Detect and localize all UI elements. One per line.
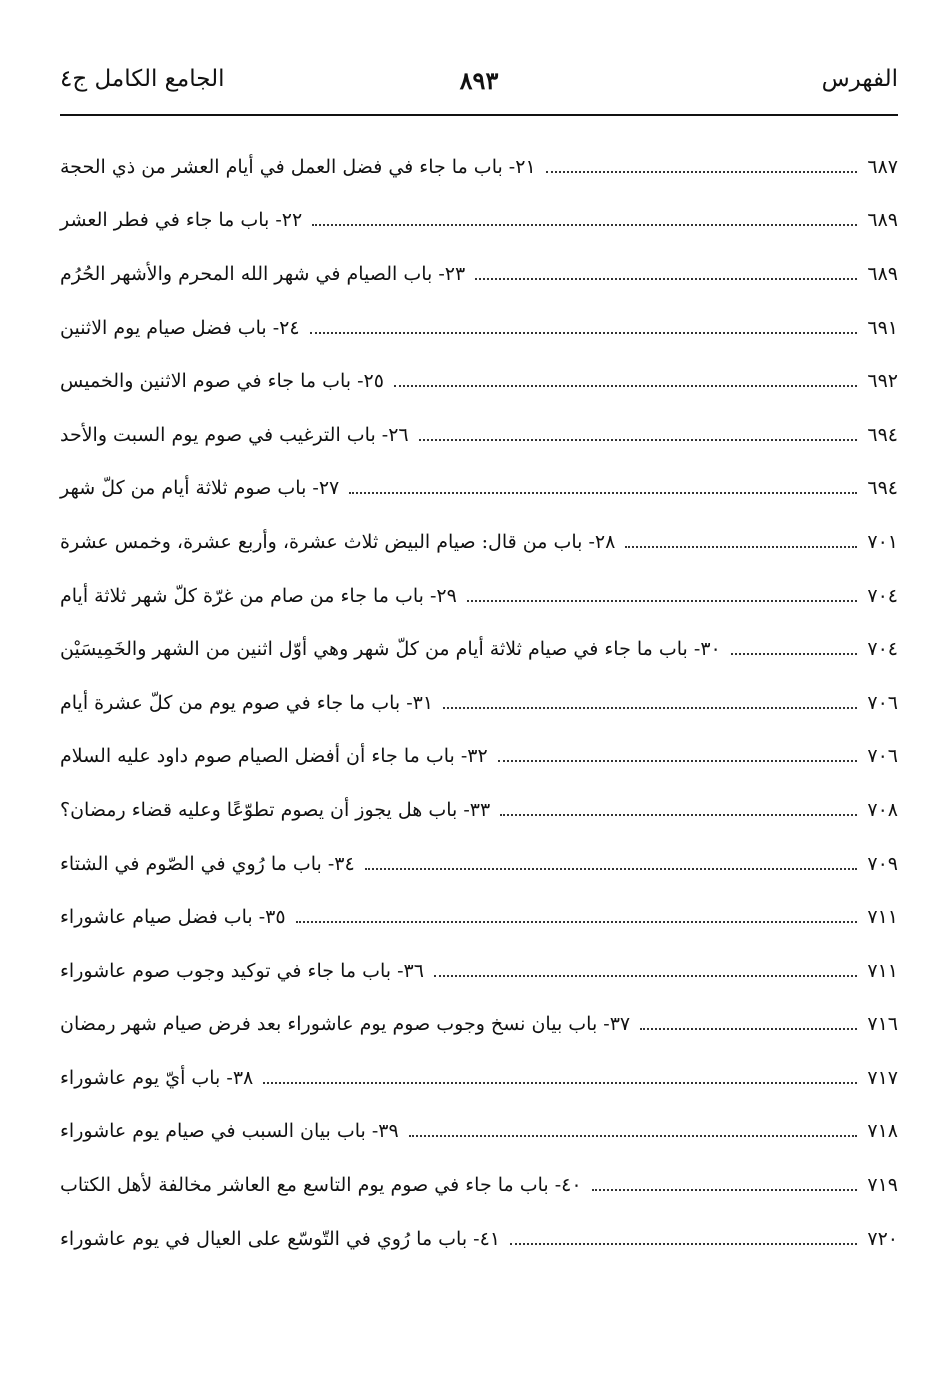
dot-leader — [546, 171, 858, 173]
toc-entry — [60, 1158, 898, 1212]
toc-entry — [60, 1212, 898, 1266]
toc-entry — [60, 1051, 898, 1105]
toc-entry-page: ٦٨٧ — [867, 155, 898, 178]
toc-entry-page: ٧٠٨ — [867, 798, 898, 821]
toc-entry-title: ٣٢- باب ما جاء أن أفضل الصيام صوم داود عليه السلام — [60, 745, 488, 768]
toc-entry — [60, 944, 898, 998]
dot-leader — [434, 975, 857, 977]
toc-entry-page: ٧٠٤ — [867, 584, 898, 607]
page-header — [60, 66, 898, 110]
toc-entry-page: ٧١٦ — [867, 1013, 898, 1036]
toc-entry-page: ٦٩٤ — [867, 423, 898, 446]
toc-entry — [60, 247, 898, 301]
toc-entry-page: ٧١٨ — [867, 1120, 898, 1143]
dot-leader — [312, 224, 857, 226]
toc-entry-page: ٧٠٦ — [867, 691, 898, 714]
dot-leader — [640, 1028, 857, 1030]
dot-leader — [467, 600, 858, 602]
toc-entry-title: ٣٧- باب بيان نسخ وجوب صوم يوم عاشوراء بعد فرض صيام شهر رمضان — [60, 1013, 631, 1036]
toc-entry — [60, 783, 898, 837]
dot-leader — [731, 653, 858, 655]
toc-entry-page: ٦٩٤ — [867, 477, 898, 500]
page-number: ٨٩٣ — [459, 66, 499, 95]
toc-entry-title: ٢٣- باب الصيام في شهر الله المحرم والأشهر الحُرُم — [60, 262, 466, 285]
dot-leader — [310, 332, 858, 334]
toc-entry — [60, 676, 898, 730]
dot-leader — [409, 1135, 858, 1137]
dot-leader — [510, 1243, 857, 1245]
toc-entry-title: ٤٠- باب ما جاء في صوم يوم التاسع مع العاشر مخالفة لأهل الكتاب — [60, 1174, 582, 1197]
toc-entry — [60, 1105, 898, 1159]
toc-entry-title: ٢٩- باب ما جاء من صام من غرّة كلّ شهر ثلاثة أيام — [60, 584, 457, 607]
toc-entry-page: ٧٠٤ — [867, 638, 898, 661]
toc-entry — [60, 730, 898, 784]
table-of-contents — [60, 140, 898, 1265]
toc-entry-title: ٣٠- باب ما جاء في صيام ثلاثة أيام من كلّ شهر وهي أوّل اثنين من الشهر والخَمِيسَيْن — [60, 638, 721, 661]
dot-leader — [443, 707, 857, 709]
toc-entry-title: ٢٢- باب ما جاء في فطر العشر — [60, 209, 303, 232]
toc-entry-page: ٧٢٠ — [867, 1227, 898, 1250]
dot-leader — [625, 546, 857, 548]
toc-entry-title: ٣١- باب ما جاء في صوم يوم من كلّ عشرة أيام — [60, 691, 434, 714]
toc-entry-title: ٢٨- باب من قال: صيام البيض ثلاث عشرة، وأربع عشرة، وخمس عشرة — [60, 530, 616, 553]
book-title: الجامع الكامل ج٤ — [60, 66, 225, 92]
toc-entry — [60, 194, 898, 248]
toc-entry — [60, 569, 898, 623]
toc-entry-page: ٦٨٩ — [867, 209, 898, 232]
header-rule — [60, 114, 898, 116]
dot-leader — [263, 1082, 857, 1084]
toc-entry-page: ٧١٩ — [867, 1174, 898, 1197]
toc-entry-title: ٤١- باب ما رُوي في التّوسّع على العيال في يوم عاشوراء — [60, 1227, 501, 1250]
dot-leader — [365, 868, 858, 870]
toc-entry-title: ٢٤- باب فضل صيام يوم الاثنين — [60, 316, 300, 339]
toc-entry-title: ٣٦- باب ما جاء في توكيد وجوب صوم عاشوراء — [60, 959, 424, 982]
toc-entry-page: ٧١٧ — [867, 1066, 898, 1089]
toc-entry-title: ٢٥- باب ما جاء في صوم الاثنين والخميس — [60, 370, 384, 393]
toc-entry-title: ٢٧- باب صوم ثلاثة أيام من كلّ شهر — [60, 477, 340, 500]
toc-entry — [60, 998, 898, 1052]
toc-entry — [60, 837, 898, 891]
dot-leader — [296, 921, 858, 923]
toc-entry-title: ٣٣- باب هل يجوز أن يصوم تطوّعًا وعليه قضاء رمضان؟ — [60, 798, 491, 821]
toc-entry — [60, 408, 898, 462]
toc-entry-page: ٦٩١ — [867, 316, 898, 339]
toc-entry — [60, 622, 898, 676]
dot-leader — [592, 1189, 858, 1191]
toc-entry-page: ٦٩٢ — [867, 370, 898, 393]
toc-entry — [60, 354, 898, 408]
dot-leader — [349, 492, 857, 494]
toc-entry — [60, 890, 898, 944]
toc-entry — [60, 515, 898, 569]
toc-entry — [60, 462, 898, 516]
dot-leader — [500, 814, 857, 816]
toc-entry-title: ٢١- باب ما جاء في فضل العمل في أيام العشر من ذي الحجة — [60, 155, 536, 178]
section-title: الفهرس — [821, 66, 898, 92]
toc-entry-title: ٣٨- باب أيّ يوم عاشوراء — [60, 1066, 254, 1089]
toc-entry-page: ٧١١ — [867, 959, 898, 982]
toc-entry-page: ٧٠٦ — [867, 745, 898, 768]
toc-entry-page: ٧١١ — [867, 906, 898, 929]
dot-leader — [419, 439, 858, 441]
dot-leader — [394, 385, 857, 387]
toc-entry — [60, 140, 898, 194]
toc-entry-title: ٢٦- باب الترغيب في صوم يوم السبت والأحد — [60, 423, 409, 446]
toc-entry-page: ٧٠٩ — [867, 852, 898, 875]
toc-entry — [60, 301, 898, 355]
toc-entry-page: ٦٨٩ — [867, 262, 898, 285]
toc-entry-title: ٣٤- باب ما رُوي في الصّوم في الشتاء — [60, 852, 355, 875]
dot-leader — [498, 760, 858, 762]
toc-entry-page: ٧٠١ — [867, 530, 898, 553]
dot-leader — [475, 278, 857, 280]
toc-entry-title: ٣٥- باب فضل صيام عاشوراء — [60, 906, 286, 929]
toc-entry-title: ٣٩- باب بيان السبب في صيام يوم عاشوراء — [60, 1120, 399, 1143]
